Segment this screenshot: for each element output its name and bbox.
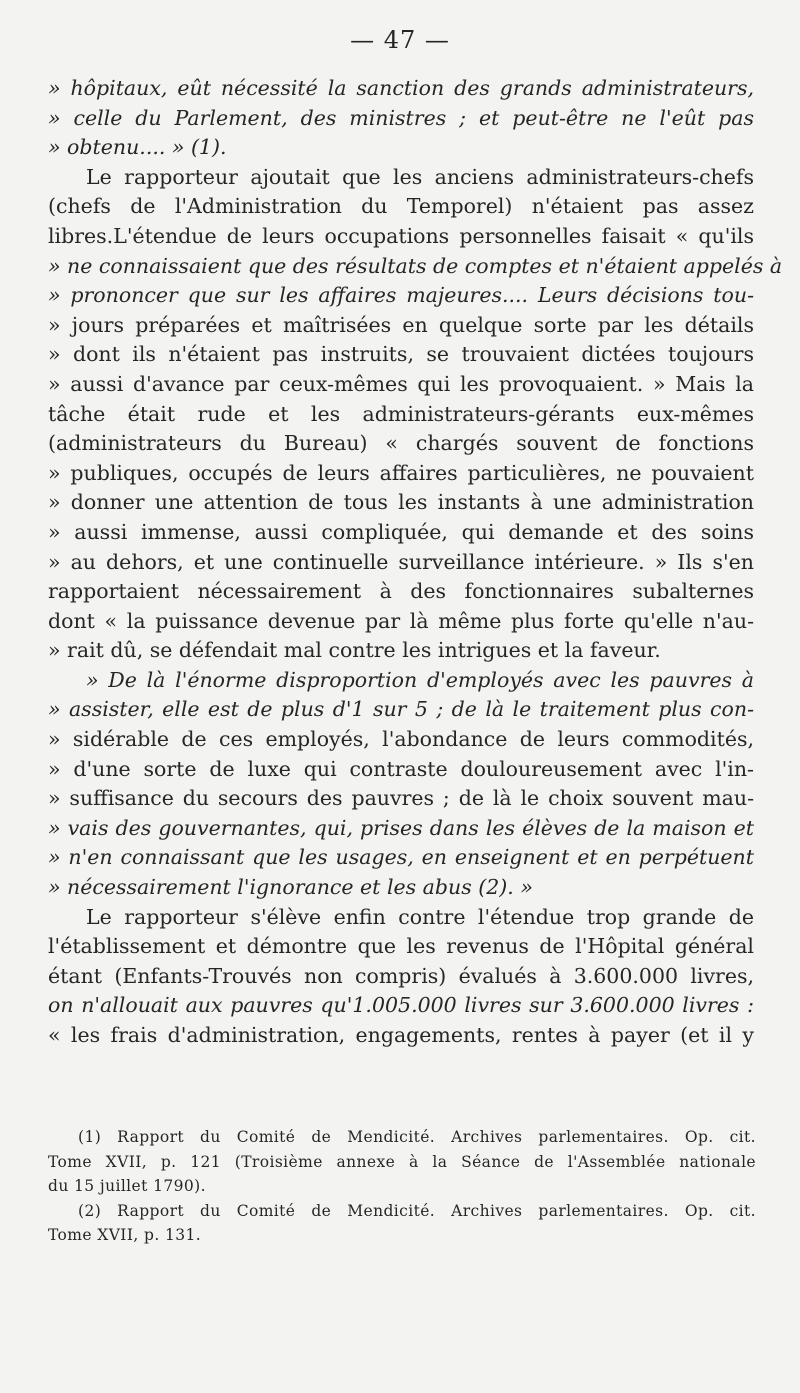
text-line: (administrateurs du Bureau) « chargés souvent de fonctions — [48, 431, 754, 456]
text-line: « les frais d'administration, engagements, rentes à payer (et il y — [48, 1023, 754, 1047]
footnotes — [48, 1125, 756, 1248]
text-line: » n'en connaissant que les usages, en enseignent et en perpétuent — [48, 845, 754, 870]
text-line: » vais des gouvernantes, qui, prises dans les élèves de la maison et — [48, 815, 754, 840]
text-line: on n'allouait aux pauvres qu'1.005.000 livres sur 3.600.000 livres : — [48, 993, 754, 1018]
text-line: » celle du Parlement, des ministres ; et peut-être ne l'eût pas — [48, 105, 754, 130]
text-line: » donner une attention de tous les instants à une administration — [48, 490, 754, 515]
text-line: libres.L'étendue de leurs occupations personnelles faisait « qu'ils — [48, 223, 754, 248]
text-line: » jours préparées et maîtrisées en quelque sorte par les détails — [48, 312, 754, 337]
text-line: » prononcer que sur les affaires majeures.... Leurs décisions tou- — [48, 283, 754, 308]
text-line: rapportaient nécessairement à des fonctionnaires subalternes — [48, 579, 754, 604]
text-line: » De là l'énorme disproportion d'employés avec les pauvres à — [86, 667, 754, 692]
text-line: » assister, elle est de plus d'1 sur 5 ; de là le traitement plus con- — [48, 697, 754, 722]
text-line: » publiques, occupés de leurs affaires particulières, ne pouvaient — [48, 460, 754, 485]
footnote-line: Tome XVII, p. 121 (Troisième annexe à la Séance de l'Assemblée nationale — [48, 1152, 756, 1171]
text-line: » obtenu.... » (1). — [48, 135, 227, 160]
footnote-2: (2) Rapport du Comité de Mendicité. Archives parlementaires. Op. cit. — [78, 1201, 756, 1220]
text-line: (chefs de l'Administration du Temporel) n'étaient pas assez — [48, 194, 754, 219]
text-line: » sidérable de ces employés, l'abondance de leurs commodités, — [48, 727, 754, 752]
text-line: Le rapporteur ajoutait que les anciens administrateurs-chefs — [86, 164, 754, 189]
footnote-1: (1) Rapport du Comité de Mendicité. Archives parlementaires. Op. cit. — [78, 1128, 756, 1146]
body-text — [48, 74, 783, 1051]
text-line: » hôpitaux, eût nécessité la sanction des grands administrateurs, — [48, 76, 754, 100]
text-line: l'établissement et démontre que les revenus de l'Hôpital général — [48, 934, 754, 959]
text-line: » aussi d'avance par ceux-mêmes qui les provoquaient. » Mais la — [48, 371, 754, 396]
text-line: Le rapporteur s'élève enfin contre l'étendue trop grande de — [86, 904, 754, 929]
text-line: tâche était rude et les administrateurs-gérants eux-mêmes — [48, 401, 754, 426]
text-line: dont « la puissance devenue par là même plus forte qu'elle n'au- — [48, 608, 754, 633]
text-line: » rait dû, se défendait mal contre les intrigues et la faveur. — [48, 638, 661, 663]
text-line: étant (Enfants-Trouvés non compris) évalués à 3.600.000 livres, — [48, 963, 754, 988]
text-line: » dont ils n'étaient pas instruits, se trouvaient dictées toujours — [48, 342, 754, 367]
footnote-line: Tome XVII, p. 131. — [48, 1226, 202, 1245]
text-line: » ne connaissaient que des résultats de comptes et n'étaient appelés à — [48, 253, 783, 278]
page-number: — 47 — — [350, 26, 450, 54]
text-line: » au dehors, et une continuelle surveillance intérieure. » Ils s'en — [48, 549, 754, 574]
text-line: » d'une sorte de luxe qui contraste douloureusement avec l'in- — [48, 756, 754, 781]
footnote-line: du 15 juillet 1790). — [48, 1177, 206, 1196]
text-line: » aussi immense, aussi compliquée, qui demande et des soins — [48, 519, 754, 544]
text-line: » nécessairement l'ignorance et les abus (2). » — [48, 875, 533, 900]
text-line: » suffisance du secours des pauvres ; de là le choix souvent mau- — [48, 786, 754, 811]
